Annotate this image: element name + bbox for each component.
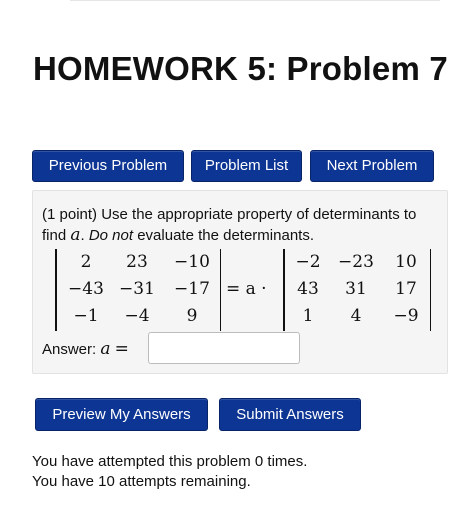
matrix-cell: 4 (350, 306, 362, 326)
matrix-cell: −10 (174, 252, 210, 272)
preview-answers-button[interactable]: Preview My Answers (35, 398, 208, 431)
matrix-cell: 31 (345, 279, 367, 299)
matrix-cell: 43 (297, 279, 319, 299)
matrix-cell: 2 (80, 252, 92, 272)
answer-equals: = (114, 339, 129, 359)
right-determinant (283, 249, 431, 331)
matrix-cell: −17 (174, 279, 210, 299)
matrix-cell: 23 (126, 252, 148, 272)
attempts-remaining: You have 10 attempts remaining. (32, 473, 251, 490)
attempts-info (32, 452, 452, 492)
problem-list-button[interactable]: Problem List (191, 150, 302, 182)
right-determinant-bar (430, 249, 432, 331)
page-title: HOMEWORK 5: Problem 7 (33, 50, 448, 87)
problem-variable: a (70, 225, 81, 245)
previous-problem-button[interactable]: Previous Problem (32, 150, 184, 182)
matrix-cell: 17 (395, 279, 417, 299)
problem-statement (42, 204, 442, 246)
problem-instruction-end: evaluate the determinants. (137, 227, 314, 244)
submit-answers-button[interactable]: Submit Answers (219, 398, 361, 431)
top-divider (70, 0, 440, 1)
left-determinant (55, 249, 221, 331)
answer-label-text: Answer: (42, 341, 97, 358)
next-problem-button[interactable]: Next Problem (310, 150, 434, 182)
answer-variable: a (100, 339, 111, 359)
answer-input[interactable] (148, 332, 300, 364)
problem-points: (1 point) (42, 206, 98, 223)
problem-instruction: Use the appropriate property of determinants to find (42, 206, 417, 244)
problem-emphasis: Do not (88, 227, 134, 244)
matrix-cell: −31 (119, 279, 155, 299)
attempted-count: You have attempted this problem 0 times. (32, 453, 308, 470)
matrix-cell: −2 (295, 252, 321, 272)
matrix-cell: −1 (73, 306, 99, 326)
answer-label (42, 338, 129, 361)
matrix-cell: 9 (186, 306, 198, 326)
problem-panel (32, 190, 448, 374)
matrix-cell: 10 (395, 252, 417, 272)
left-determinant-bar (220, 249, 222, 331)
matrix-cell: −43 (68, 279, 104, 299)
matrix-cell: 1 (302, 306, 314, 326)
matrix-cell: −9 (393, 306, 419, 326)
problem-period: . (80, 227, 85, 244)
matrix-cell: −4 (124, 306, 150, 326)
left-determinant-bar (55, 249, 57, 331)
equation-middle: = a · (226, 279, 267, 299)
matrix-cell: −23 (338, 252, 374, 272)
